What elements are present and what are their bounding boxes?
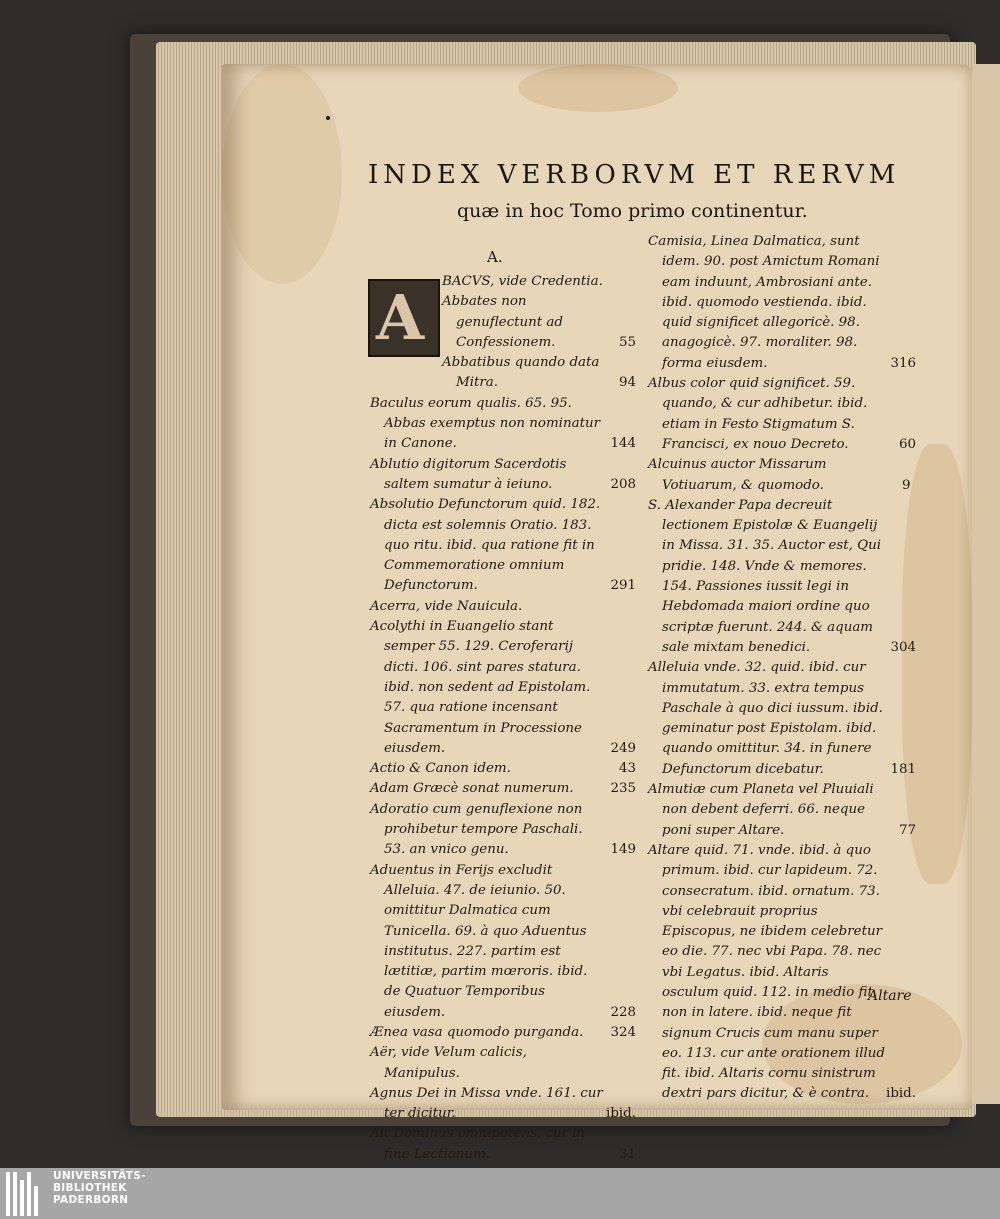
index-entry-text: Aduentus in Ferijs excludit Alleluia. 47. de ieiunio. 50. omittitur Dalmatica cum Tunicella. 69. à quo Aduentus institutus. 227. partim est lætitiæ, partim mœroris. ibid. de Quatuor Temporibus eiusdem. <box>370 862 588 1020</box>
index-entry <box>648 496 916 658</box>
index-entry <box>648 232 916 374</box>
index-entry-text: Camisia, Linea Dalmatica, sunt idem. 90. post Amictum Romani eam induunt, Ambrosiani ante. ibid. quomodo vestienda. ibid. quid significet allegoricè. 98. anagogicè. 97. moraliter. 98. forma eiusdem. <box>648 234 880 371</box>
index-entry-page: 291 <box>610 578 636 594</box>
index-entry <box>370 617 636 759</box>
index-entry-page: 94 <box>618 375 636 391</box>
index-entry-text: S. Alexander Papa decreuit lectionem Epistolæ & Euangelij in Missa. 31. 35. Auctor est, Qui pridie. 148. Vnde & memores. 154. Passiones iussit legi in Hebdomada maiori ordine quo scriptæ fuerunt. 244. & aquam sale mixtam benedici. <box>648 497 881 655</box>
index-entry-text: Actio & Canon idem. <box>370 761 511 777</box>
index-entry <box>370 495 636 596</box>
index-entry <box>370 779 636 799</box>
index-entry-text: Adoratio cum genuflexione non prohibetur tempore Paschali. 53. an vnico genu. <box>370 801 583 858</box>
index-entry-page: 60 <box>898 436 916 452</box>
index-entry-page: 31 <box>618 1146 636 1162</box>
index-entry-text: Albus color quid significet. 59. quando, & cur adhibetur. ibid. etiam in Festo Stigmatum S. Francisci, ex nouo Decreto. <box>648 376 868 452</box>
index-entry <box>370 861 636 1023</box>
index-entry-text: Acerra, vide Nauicula. <box>370 598 523 614</box>
facing-page-edge <box>972 64 1000 1104</box>
index-entry-text: Adam Græcè sonat numerum. <box>370 781 574 797</box>
footer-bar <box>0 1168 1000 1219</box>
section-letter: A. <box>487 248 503 266</box>
index-entry <box>370 800 636 861</box>
index-entry <box>370 1084 636 1125</box>
index-entry <box>648 374 916 455</box>
index-entry-text: Alleluia vnde. 32. quid. ibid. cur immutatum. 33. extra tempus Paschale à quo dici iussum. ibid. geminatur post Epistolam. ibid. quando omittitur. 34. in funere Defunctorum dicebatur. <box>648 660 883 777</box>
library-logo-icon <box>6 1172 44 1216</box>
index-entry: Alcuinus auctor Missarum Votiuarum, & quomodo. 9 <box>648 457 911 493</box>
index-entry-page: 324 <box>610 1024 636 1040</box>
index-entry <box>442 353 636 394</box>
index-entry-text: Almutiæ cum Planeta vel Pluuiali non debent deferri. 66. neque poni super Altare. <box>648 782 874 838</box>
index-entry-text: Aër, vide Velum calicis, Manipulus. <box>370 1045 527 1081</box>
index-entry-page: 208 <box>610 476 636 492</box>
index-entry-page: ibid. <box>606 1106 636 1122</box>
index-entry-text: Altare quid. 71. vnde. ibid. à quo primum. ibid. cur lapideum. 72. consecratum. ibid. ornatum. 73. vbi celebrauit proprius Episcopus, ne ibidem celebretur eo die. 77. nec vbi Papa. 78. nec vbi Legatus. ibid. Altaris osculum quid. 112. in medio fit, non in latere. ibid. neque fit signum Crucis cum manu super eo. 113. cur ante orationem illud fit. ibid. Altaris cornu sinistrum dextri pars dicitur, & è contra. <box>648 842 886 1102</box>
index-entry <box>370 759 636 779</box>
index-entry <box>370 1124 636 1165</box>
water-stain <box>222 64 342 284</box>
library-name-line: UNIVERSITÄTS- <box>53 1170 146 1182</box>
library-name <box>53 1170 146 1206</box>
index-entry-page: 149 <box>610 842 636 858</box>
water-stain <box>518 64 678 112</box>
index-entry <box>442 292 636 353</box>
index-entry-page: 304 <box>890 639 916 655</box>
index-entry <box>370 597 636 617</box>
index-entry-text: Abbates non genuflectunt ad Confessionem. <box>442 294 563 350</box>
index-entry-page: ibid. <box>886 1086 916 1102</box>
page-mark <box>326 116 330 120</box>
index-entry <box>370 1043 636 1084</box>
index-entry-text: Alcuinus auctor Missarum Votiuarum, & quomodo. <box>648 457 827 493</box>
index-column-right <box>648 232 916 1105</box>
index-entry-text: Abbatibus quando data Mitra. <box>442 355 600 391</box>
index-entry-page: 249 <box>610 740 636 756</box>
index-entry-page: 228 <box>610 1004 636 1020</box>
index-entry-text: Ablutio digitorum Sacerdotis saltem sumatur à ieiuno. <box>370 456 567 492</box>
index-column-left <box>370 272 636 1206</box>
index-entry <box>648 841 916 1105</box>
index-entry-page: 235 <box>610 781 636 797</box>
index-entry-text: Acolythi in Euangelio stant semper 55. 129. Ceroferarij dicti. 106. sint pares statura. ibid. non sedent ad Epistolam. 57. qua ratione incensant Sacramentum in Processione eiusdem. <box>370 619 591 756</box>
index-entry-page: 77 <box>898 822 916 838</box>
library-name-line: PADERBORN <box>53 1194 129 1206</box>
index-entry-page: 181 <box>890 761 916 777</box>
index-entry-page: 316 <box>890 355 916 371</box>
index-entry <box>370 1023 636 1043</box>
index-entry-text: Ænea vasa quomodo purganda. <box>370 1024 584 1040</box>
index-entry-text: Agnus Dei in Missa vnde. 161. cur ter dicitur. <box>370 1085 603 1122</box>
index-entry <box>648 658 916 780</box>
index-entry-page: 144 <box>610 436 636 452</box>
index-entry-page: 43 <box>618 761 636 777</box>
index-entry <box>370 394 636 455</box>
index-entry-text: Absolutio Defunctorum quid. 182. dicta est solemnis Oratio. 183. quo ritu. ibid. qua ratione fit in Commemoratione omnium Defunctorum. <box>370 497 601 594</box>
index-entry-text: BACVS, vide Credentia. <box>442 274 603 289</box>
index-entry-text: Baculus eorum qualis. 65. 95. Abbas exemptus non nominatur in Canone. <box>370 395 600 452</box>
index-entry <box>370 455 636 496</box>
index-entry <box>442 272 636 292</box>
index-entry-text: Ait Dominus omnipotens, cur in fine Lectionum. <box>370 1126 586 1162</box>
index-entry-page: 55 <box>618 334 636 350</box>
index-entry <box>648 780 916 841</box>
library-name-line: BIBLIOTHEK <box>53 1182 127 1194</box>
catchword: Altare <box>868 988 912 1004</box>
page-title: INDEX VERBORVM ET RERVM <box>368 160 901 190</box>
page-subtitle: quæ in hoc Tomo primo continentur. <box>457 200 808 222</box>
decorated-initial-letter: A <box>376 281 425 354</box>
